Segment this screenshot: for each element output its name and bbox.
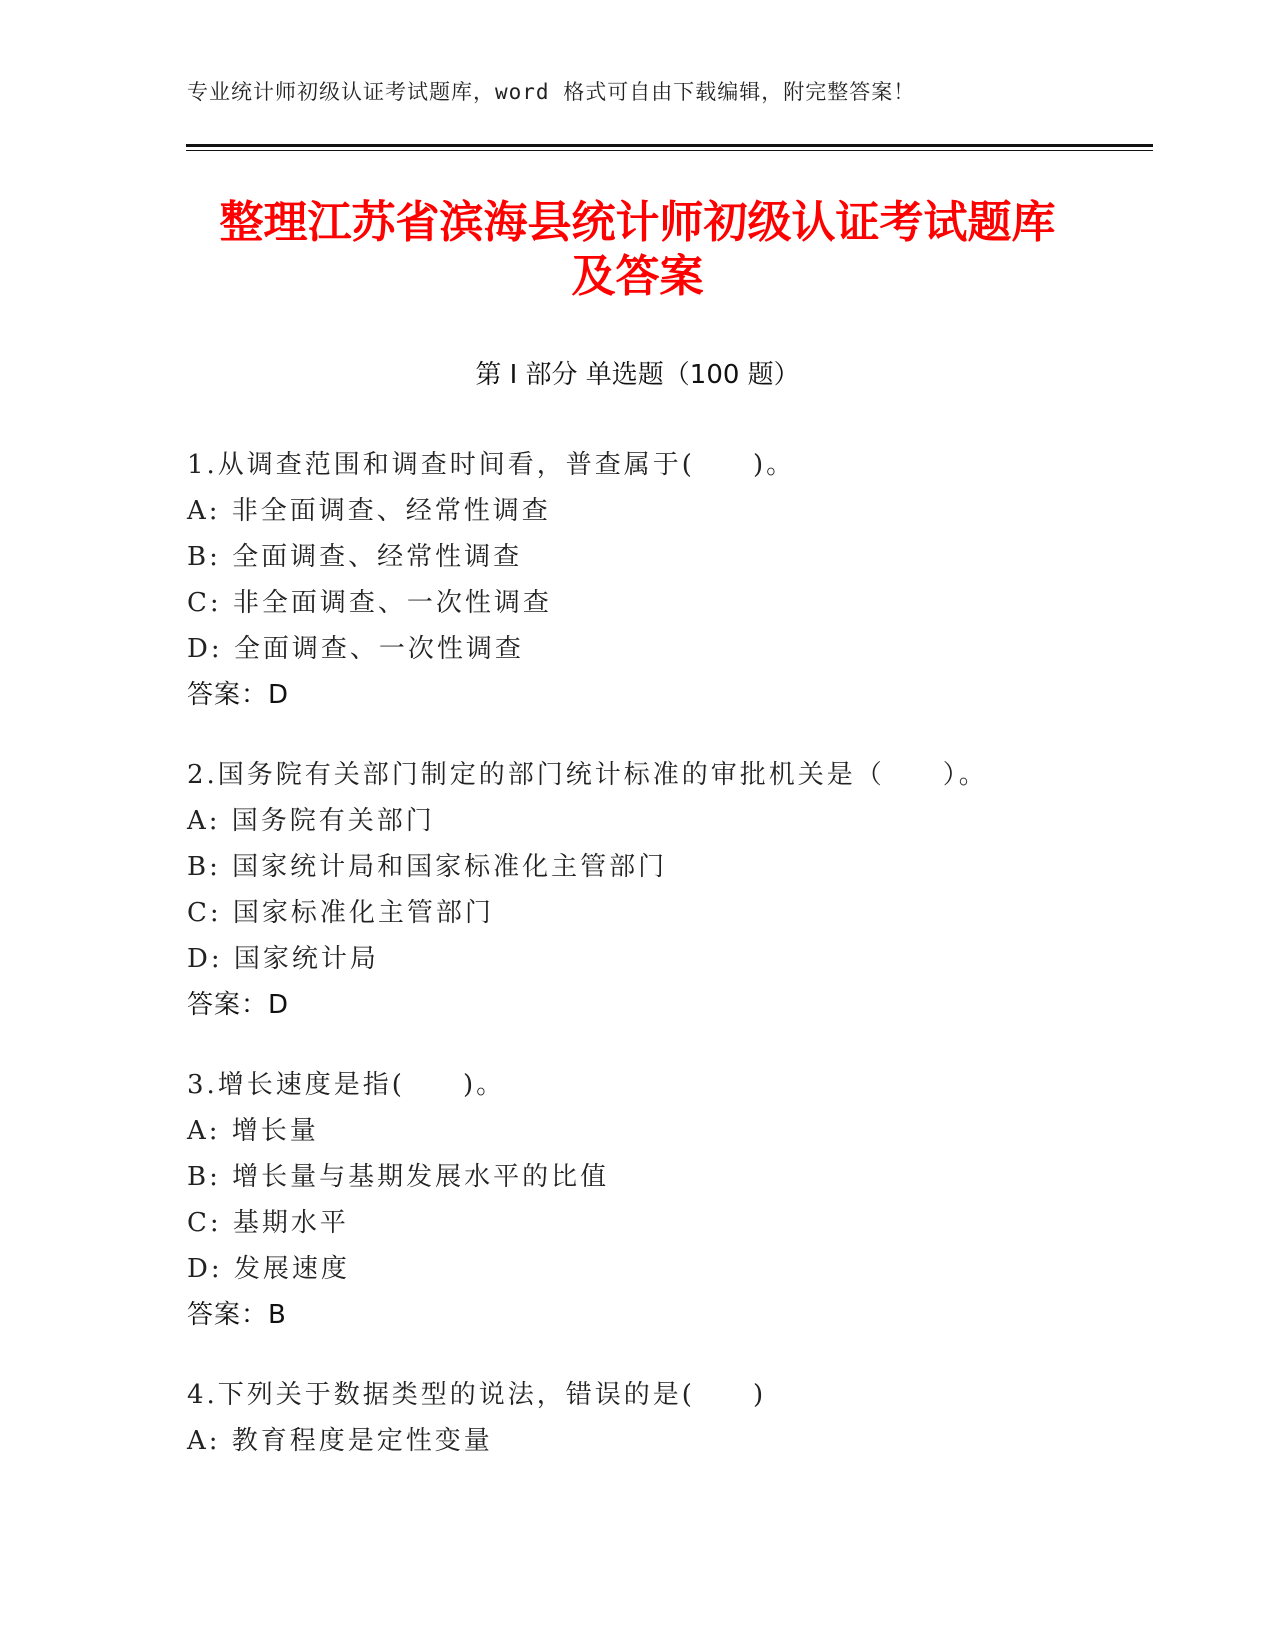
option-b: B: 增长量与基期发展水平的比值 [187, 1162, 610, 1192]
option-d: D: 国家统计局 [187, 944, 379, 974]
document-title-line-1: 整理江苏省滨海县统计师初级认证考试题库 [219, 197, 1056, 248]
question-1 [187, 442, 1147, 718]
question-stem: 1.从调查范围和调查时间看，普查属于( )。 [187, 450, 796, 480]
option-d: D: 全面调查、一次性调查 [187, 634, 524, 664]
section-title: 第 I 部分 单选题（100 题） [475, 360, 800, 390]
answer-label: 答案：D [187, 680, 290, 710]
question-list [187, 442, 1147, 1498]
option-d: D: 发展速度 [187, 1254, 350, 1284]
document-title [150, 196, 1125, 304]
option-a: A: 国务院有关部门 [187, 806, 435, 836]
question-4 [187, 1372, 1147, 1464]
answer-label: 答案：D [187, 990, 290, 1020]
answer-label: 答案：B [187, 1300, 287, 1330]
question-3 [187, 1062, 1147, 1338]
option-a: A: 教育程度是定性变量 [187, 1426, 493, 1456]
option-c: C: 基期水平 [187, 1208, 349, 1238]
document-title-line-2: 及答案 [571, 251, 704, 302]
header-rule-thick [186, 144, 1153, 147]
question-stem: 2.国务院有关部门制定的部门统计标准的审批机关是（ ）。 [187, 760, 988, 790]
option-a: A: 增长量 [187, 1116, 319, 1146]
option-a: A: 非全面调查、经常性调查 [187, 496, 551, 526]
question-stem: 3.增长速度是指( )。 [187, 1070, 506, 1100]
option-b: B: 国家统计局和国家标准化主管部门 [187, 852, 668, 882]
question-stem: 4.下列关于数据类型的说法，错误的是( ) [187, 1380, 767, 1410]
option-b: B: 全面调查、经常性调查 [187, 542, 523, 572]
question-2 [187, 752, 1147, 1028]
option-c: C: 非全面调查、一次性调查 [187, 588, 552, 618]
header-note: 专业统计师初级认证考试题库，word 格式可自由下载编辑，附完整答案！ [187, 80, 916, 104]
header-rule-thin [186, 150, 1153, 151]
option-c: C: 国家标准化主管部门 [187, 898, 494, 928]
